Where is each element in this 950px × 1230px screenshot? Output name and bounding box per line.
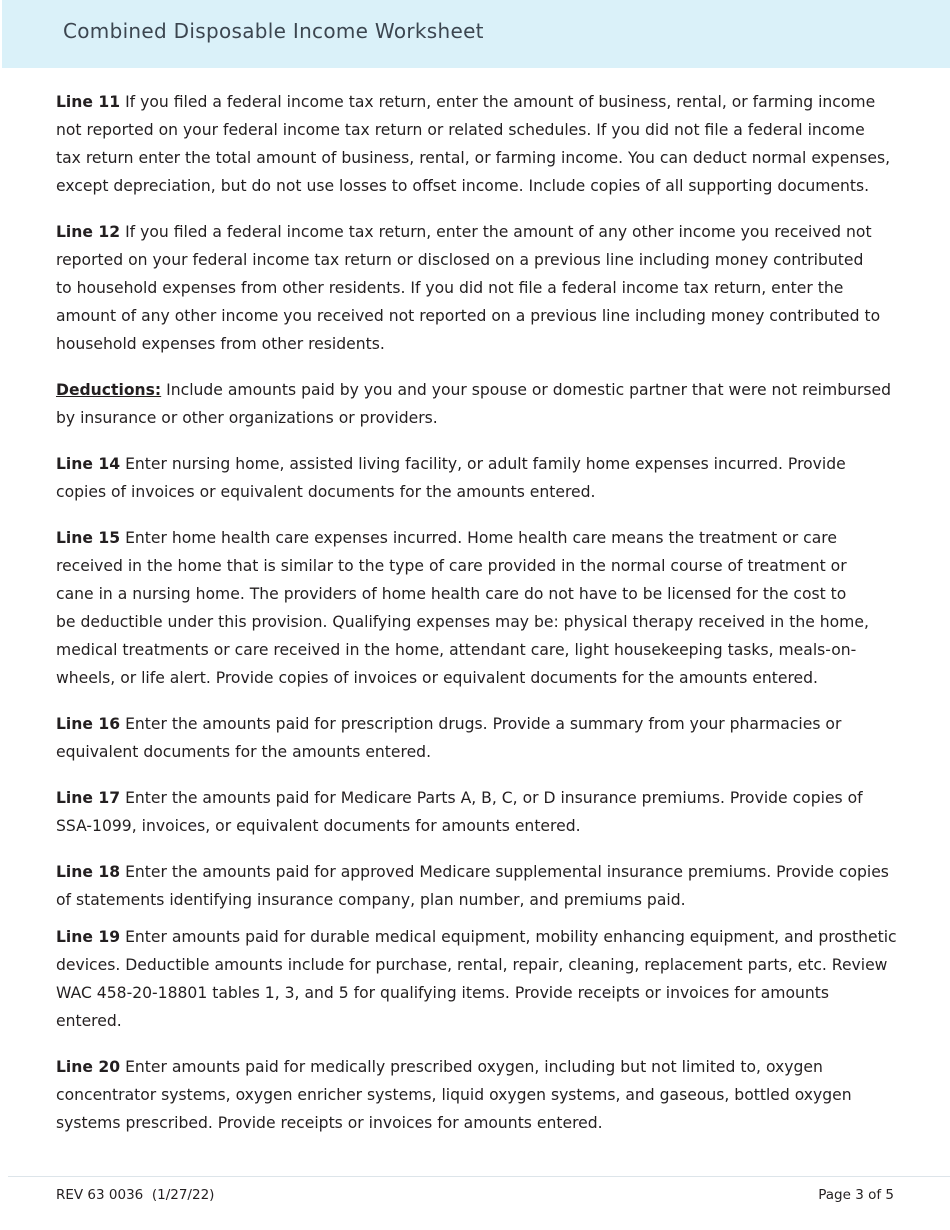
line-12-text: If you filed a federal income tax return, enter the amount of any other income you received not reported on your federal income tax return or disclosed on a previous line including money contributed to household expenses from other residents. If you did not file a federal income tax return, enter the amount of any other income you received not reported on a previous line including money contributed to household expenses from other residents. <box>56 223 881 353</box>
line-15-label: Line 15 <box>56 529 121 547</box>
line-20-paragraph <box>56 1053 901 1137</box>
line-14-paragraph <box>56 450 901 506</box>
line-15-text: Enter home health care expenses incurred. Home health care means the treatment or care received in the home that is similar to the type of care provided in the normal course of treatment or cane in a nursing home. The providers of home health care do not have to be licensed for the cost to be deductible under this provision. Qualifying expenses may be: physical therapy received in the home, medical treatments or care received in the home, attendant care, light housekeeping tasks, meals-on- wheels, or life alert. Provide copies of invoices or equivalent documents for the amounts entered. <box>56 529 869 687</box>
deductions-text: Include amounts paid by you and your spouse or domestic partner that were not reimbursed by insurance or other organizations or providers. <box>56 381 892 427</box>
line-17-label: Line 17 <box>56 789 121 807</box>
form-revision-id: REV 63 0036 (1/27/22) <box>56 1187 215 1203</box>
footer-divider <box>8 1176 950 1177</box>
line-12-paragraph <box>56 218 901 358</box>
line-18-label: Line 18 <box>56 863 121 881</box>
line-19-paragraph <box>56 923 901 1035</box>
line-15-paragraph <box>56 524 901 692</box>
line-17-text: Enter the amounts paid for Medicare Parts A, B, C, or D insurance premiums. Provide copies of SSA-1099, invoices, or equivalent documents for amounts entered. <box>56 789 863 835</box>
line-11-paragraph <box>56 88 901 200</box>
page-title: Combined Disposable Income Worksheet <box>63 19 484 43</box>
line-16-label: Line 16 <box>56 715 121 733</box>
header-banner <box>2 0 950 68</box>
instructions-body <box>56 88 901 1155</box>
line-17-paragraph <box>56 784 901 840</box>
line-11-text: If you filed a federal income tax return, enter the amount of business, rental, or farming income not reported on your federal income tax return or related schedules. If you did not file a federal income tax return enter the total amount of business, rental, or farming income. You can deduct normal expenses, except depreciation, but do not use losses to offset income. Include copies of all supporting documents. <box>56 93 891 195</box>
page-number: Page 3 of 5 <box>818 1187 894 1203</box>
line-20-text: Enter amounts paid for medically prescribed oxygen, including but not limited to, oxygen concentrator systems, oxygen enricher systems, liquid oxygen systems, and gaseous, bottled oxygen systems prescribed. Provide receipts or invoices for amounts entered. <box>56 1058 852 1132</box>
line-14-label: Line 14 <box>56 455 121 473</box>
line-14-text: Enter nursing home, assisted living facility, or adult family home expenses incurred. Provide copies of invoices or equivalent documents for the amounts entered. <box>56 455 846 501</box>
line-16-paragraph <box>56 710 901 766</box>
line-18-paragraph <box>56 858 901 914</box>
line-19-label: Line 19 <box>56 928 121 946</box>
deductions-label: Deductions: <box>56 381 162 399</box>
deductions-paragraph <box>56 376 901 432</box>
line-11-label: Line 11 <box>56 93 121 111</box>
line-16-text: Enter the amounts paid for prescription drugs. Provide a summary from your pharmacies or equivalent documents for the amounts entered. <box>56 715 842 761</box>
line-18-text: Enter the amounts paid for approved Medicare supplemental insurance premiums. Provide copies of statements identifying insurance company, plan number, and premiums paid. <box>56 863 889 909</box>
line-19-text: Enter amounts paid for durable medical equipment, mobility enhancing equipment, and prosthetic devices. Deductible amounts include for purchase, rental, repair, cleaning, replacement parts, etc. Review WAC 458-20-18801 tables 1, 3, and 5 for qualifying items. Provide receipts or invoices for amounts entered. <box>56 928 897 1030</box>
line-20-label: Line 20 <box>56 1058 121 1076</box>
line-12-label: Line 12 <box>56 223 121 241</box>
